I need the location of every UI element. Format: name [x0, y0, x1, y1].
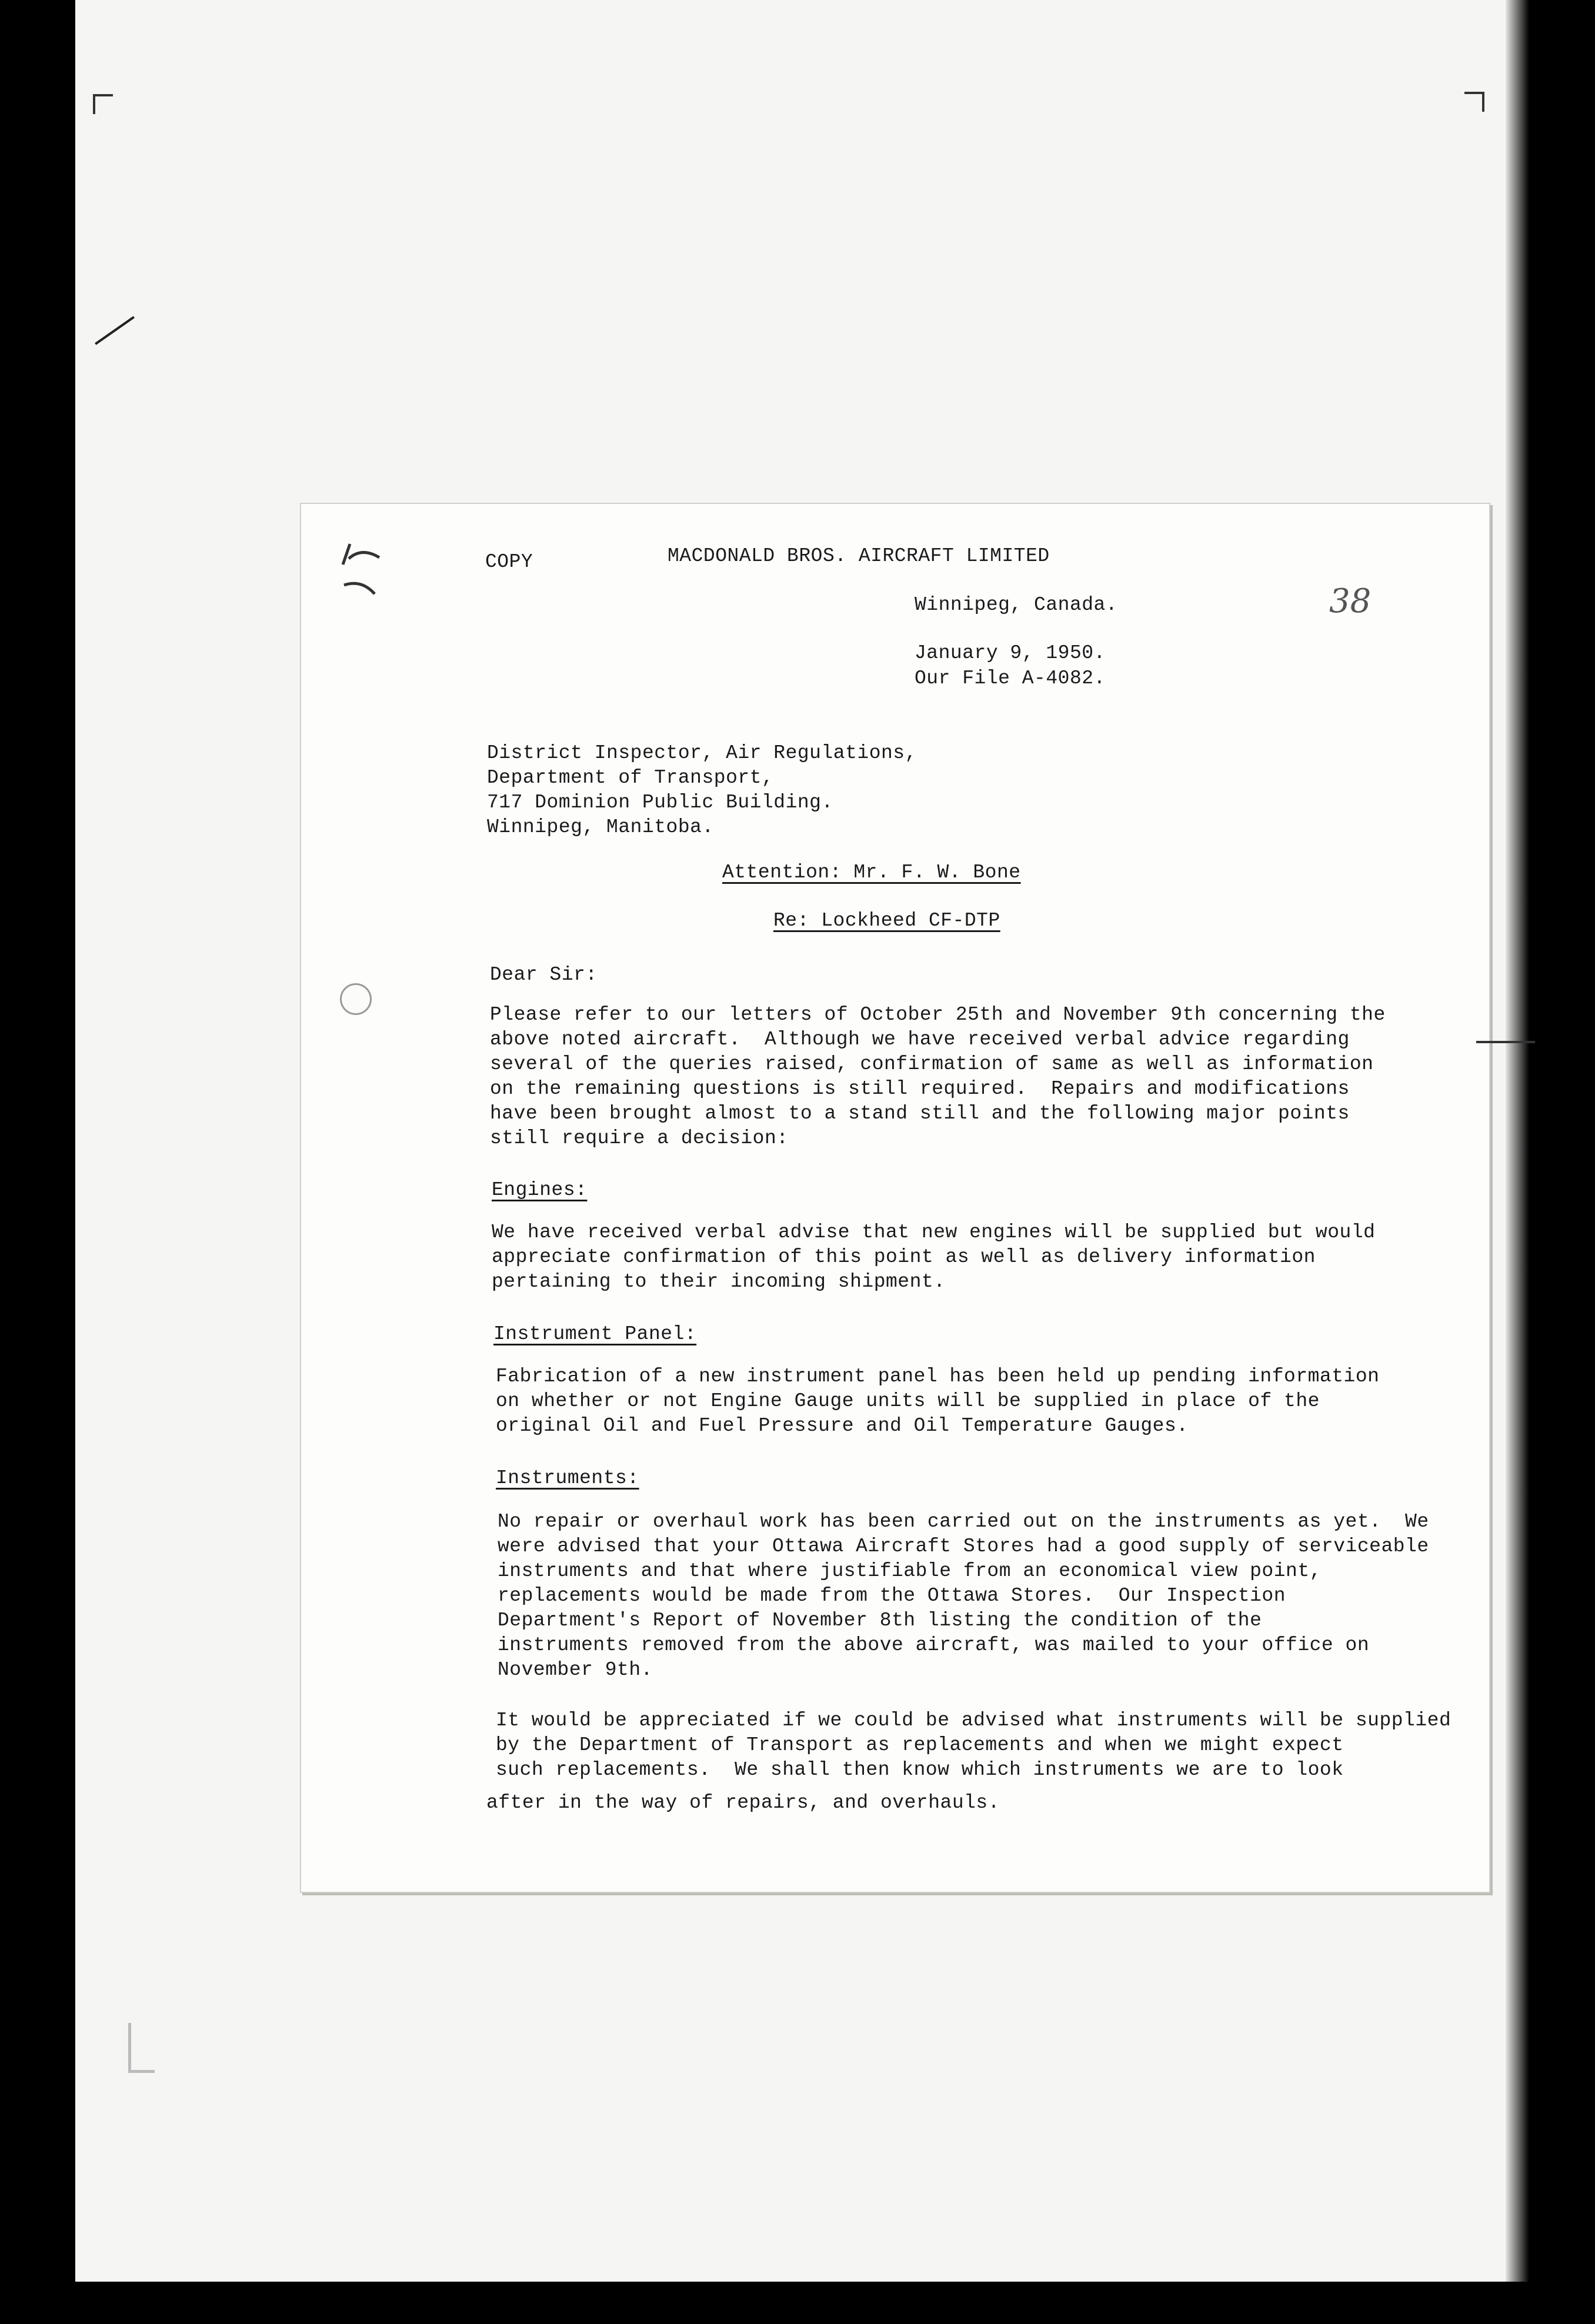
handwritten-page-number: 38	[1329, 582, 1372, 620]
salutation: Dear Sir:	[490, 964, 598, 986]
subject-line: Re: Lockheed CF-DTP	[773, 910, 1000, 931]
body-line: pertaining to their incoming shipment.	[492, 1271, 946, 1293]
body-line: It would be appreciated if we could be advised what instruments will be supplied	[496, 1709, 1451, 1731]
body-line: replacements would be made from the Ottawa Stores. Our Inspection	[498, 1585, 1286, 1607]
company-name: MACDONALD BROS. AIRCRAFT LIMITED	[668, 545, 1050, 567]
punch-hole	[340, 983, 372, 1015]
film-border-bottom	[0, 2282, 1595, 2324]
body-line: appreciate confirmation of this point as well as delivery information	[492, 1246, 1316, 1268]
body-line: instruments and that where justifiable from an economical view point,	[498, 1560, 1322, 1582]
body-line: by the Department of Transport as replacements and when we might expect	[496, 1734, 1344, 1756]
body-line: November 9th.	[498, 1659, 653, 1681]
crop-mark-top-right	[1464, 92, 1484, 112]
body-line: above noted aircraft. Although we have received verbal advice regarding	[490, 1029, 1350, 1050]
body-line: have been brought almost to a stand still and the following major points	[490, 1103, 1350, 1124]
attention-line: Attention: Mr. F. W. Bone	[722, 862, 1021, 883]
folio-scribble	[338, 541, 385, 606]
body-line: on the remaining questions is still required. Repairs and modifications	[490, 1078, 1350, 1100]
recipient-line: Department of Transport,	[487, 767, 774, 789]
recipient-line: 717 Dominion Public Building.	[487, 792, 833, 813]
file-reference: Our File A-4082.	[915, 667, 1106, 689]
binder-mark	[1476, 1041, 1535, 1043]
body-line: We have received verbal advise that new engines will be supplied but would	[492, 1221, 1376, 1243]
section-heading-instrument-panel: Instrument Panel:	[493, 1323, 697, 1345]
letter-sheet	[300, 503, 1490, 1893]
body-line: such replacements. We shall then know which instruments we are to look	[496, 1759, 1344, 1781]
body-line: several of the queries raised, confirmation of same as well as information	[490, 1053, 1374, 1075]
mount-edge-shadow	[1506, 0, 1529, 2282]
crop-mark-top-left	[93, 94, 113, 114]
body-line: were advised that your Ottawa Aircraft Stores had a good supply of serviceable	[498, 1535, 1429, 1557]
crop-mark-bottom-left	[128, 2023, 155, 2073]
section-heading-instruments: Instruments:	[496, 1467, 639, 1489]
body-line: Please refer to our letters of October 25th and November 9th concerning the	[490, 1004, 1386, 1026]
body-line: No repair or overhaul work has been carried out on the instruments as yet. We	[498, 1511, 1429, 1532]
copy-mark: COPY	[485, 551, 533, 573]
city-line: Winnipeg, Canada.	[915, 594, 1118, 616]
body-line: original Oil and Fuel Pressure and Oil Temperature Gauges.	[496, 1415, 1189, 1437]
letter-date: January 9, 1950.	[915, 642, 1106, 664]
recipient-line: District Inspector, Air Regulations,	[487, 742, 917, 764]
section-heading-engines: Engines:	[492, 1179, 588, 1201]
body-line: Department's Report of November 8th listing the condition of the	[498, 1610, 1262, 1631]
body-line: after in the way of repairs, and overhauls.	[486, 1792, 1000, 1814]
body-line: Fabrication of a new instrument panel has been held up pending information	[496, 1365, 1380, 1387]
recipient-line: Winnipeg, Manitoba.	[487, 816, 714, 838]
body-line: still require a decision:	[490, 1127, 789, 1149]
body-line: instruments removed from the above aircraft, was mailed to your office on	[498, 1634, 1370, 1656]
body-line: on whether or not Engine Gauge units will be supplied in place of the	[496, 1390, 1320, 1412]
